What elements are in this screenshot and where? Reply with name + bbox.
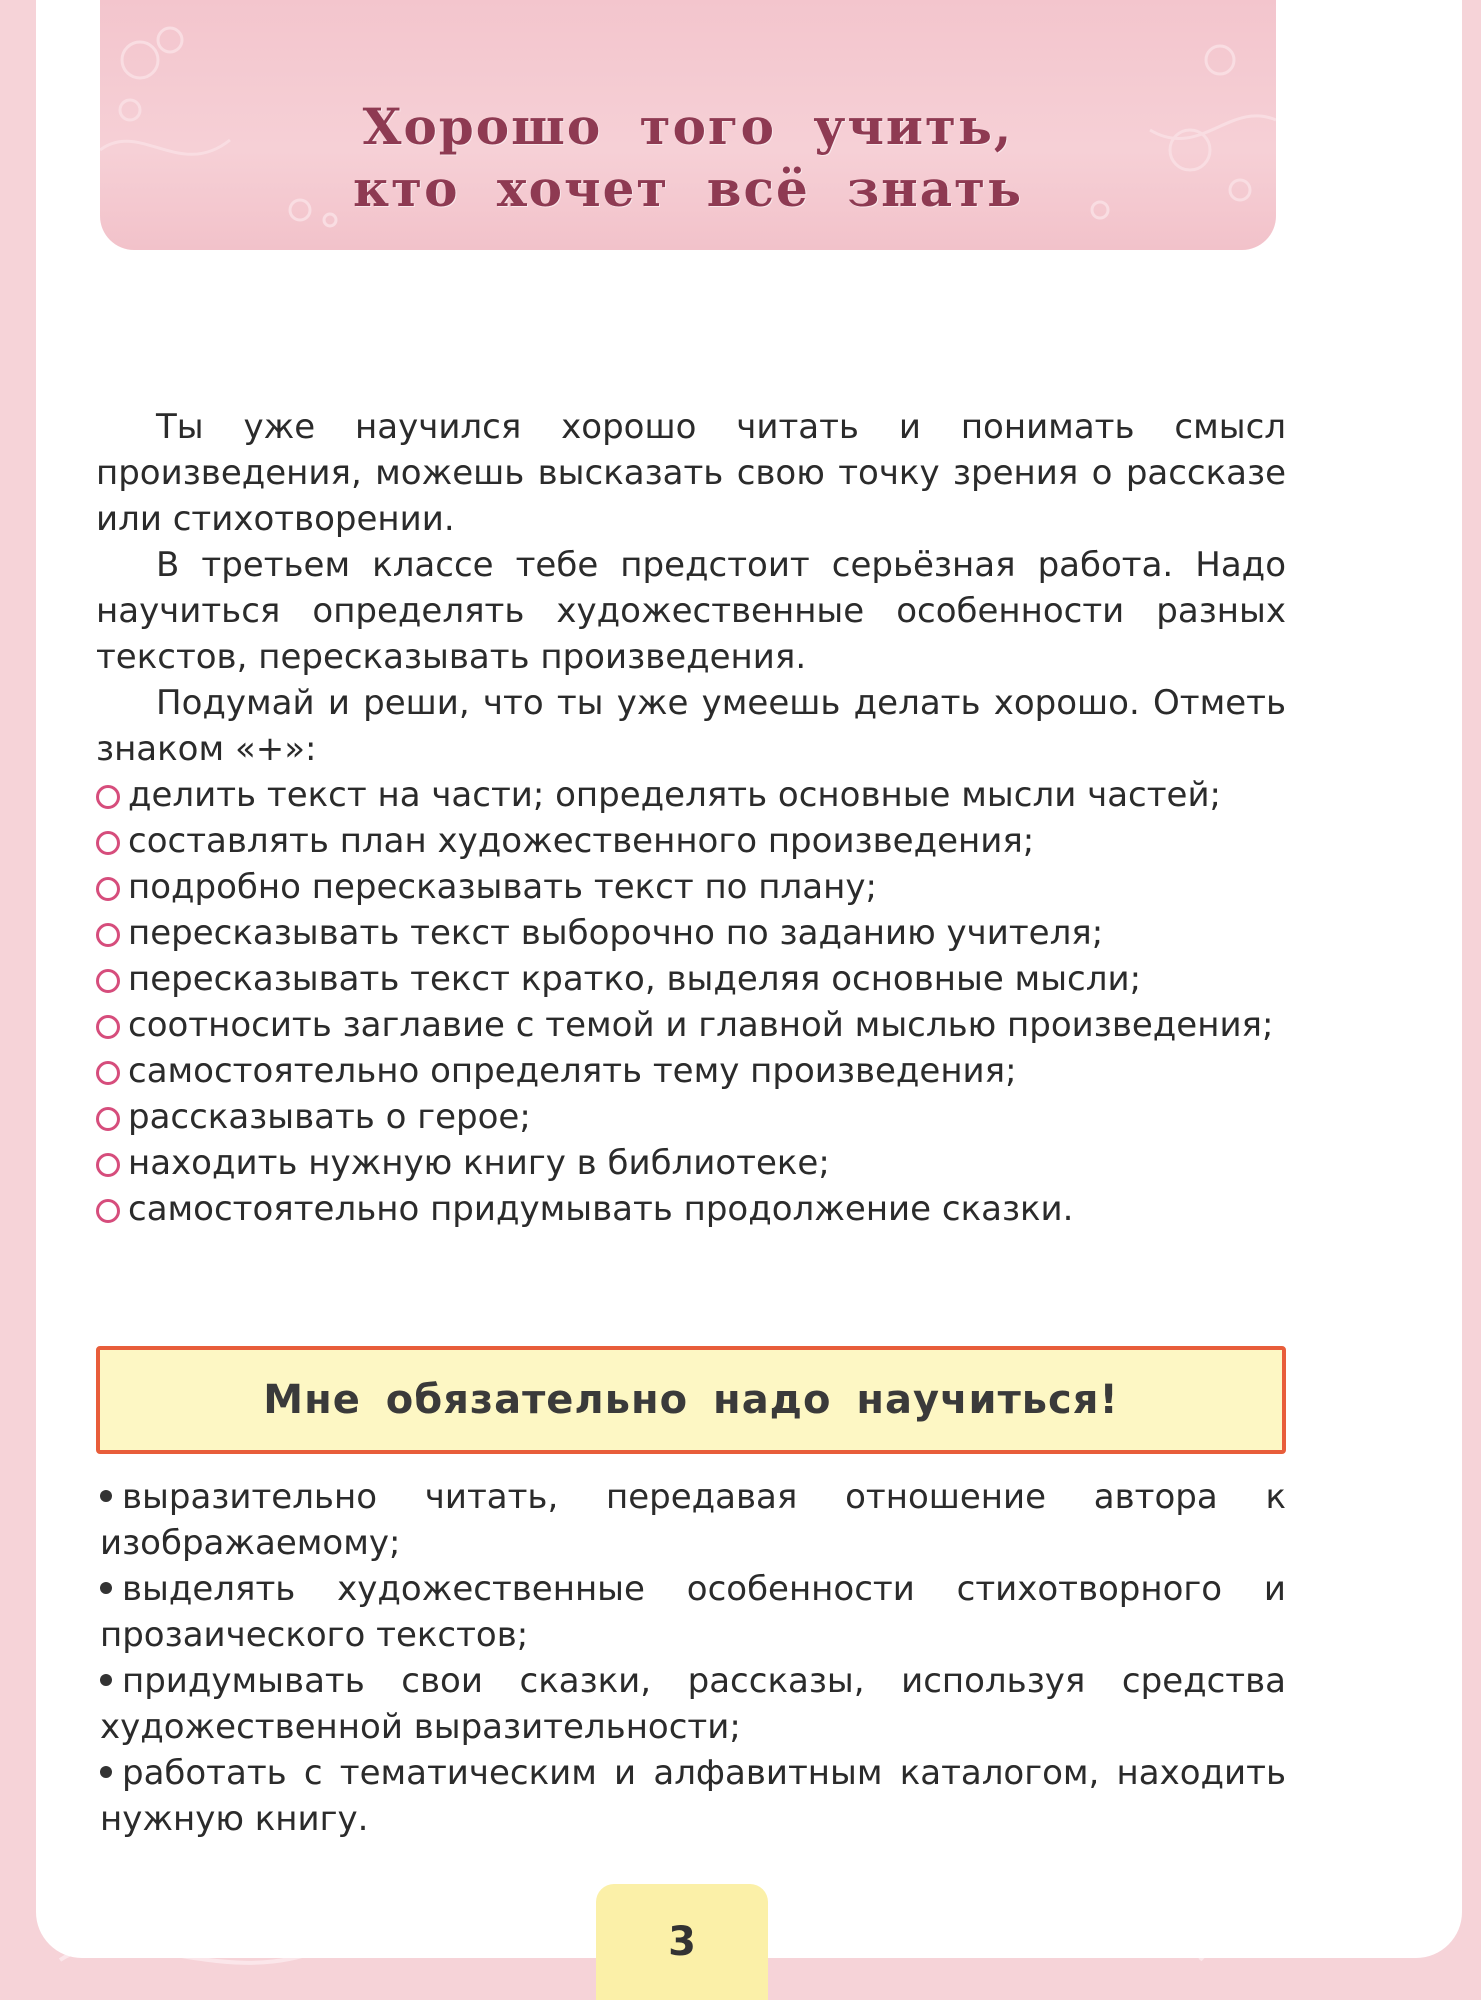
- skill-item: [96, 956, 1286, 1002]
- skill-label: самостоятельно определять тему произведения;: [128, 1051, 1017, 1091]
- page-title-line-1: Хорошо того учить,: [362, 97, 1014, 156]
- bullet-icon: [100, 1766, 112, 1778]
- skill-label: находить нужную книгу в библиотеке;: [128, 1143, 830, 1183]
- skill-label: делить текст на части; определять основные мысли частей;: [128, 775, 1221, 815]
- goals-list: [100, 1474, 1286, 1842]
- skills-checklist: [96, 772, 1286, 1232]
- checkbox-circle-icon[interactable]: [96, 785, 120, 809]
- checkbox-circle-icon[interactable]: [96, 1199, 120, 1223]
- skill-label: составлять план художественного произведения;: [128, 821, 1035, 861]
- checkbox-circle-icon[interactable]: [96, 969, 120, 993]
- skill-label: рассказывать о герое;: [128, 1097, 531, 1137]
- skill-item: [96, 772, 1286, 818]
- page-number-tab: [596, 1884, 768, 2000]
- skill-item: [96, 910, 1286, 956]
- skill-item: [96, 1002, 1286, 1048]
- intro-paragraph-2: В третьем классе тебе предстоит серьёзная работа. Надо научиться определять художественные особенности разных текстов, пересказывать произведения.: [96, 545, 1286, 677]
- page-number: 3: [668, 1919, 696, 1965]
- checkbox-circle-icon[interactable]: [96, 1061, 120, 1085]
- checkbox-circle-icon[interactable]: [96, 831, 120, 855]
- skill-label: пересказывать текст выборочно по заданию учителя;: [128, 913, 1104, 953]
- checkbox-circle-icon[interactable]: [96, 1015, 120, 1039]
- intro-paragraph-1: Ты уже научился хорошо читать и понимать смысл произведения, можешь высказать свою точку зрения о рассказе или стихотворении.: [96, 407, 1286, 539]
- bullet-icon: [100, 1674, 112, 1686]
- goal-item: [100, 1474, 1286, 1566]
- title-banner: [100, 0, 1276, 250]
- skill-label: соотносить заглавие с темой и главной мыслью произведения;: [128, 1005, 1274, 1045]
- checkbox-circle-icon[interactable]: [96, 877, 120, 901]
- intro-paragraph-3: Подумай и реши, что ты уже умеешь делать хорошо. Отметь знаком «+»:: [96, 683, 1286, 769]
- bullet-icon: [100, 1490, 112, 1502]
- goal-label: выделять художественные особенности стихотворного и прозаического текстов;: [100, 1569, 1286, 1655]
- goals-heading: Мне обязательно надо научиться!: [263, 1377, 1119, 1423]
- goal-item: [100, 1566, 1286, 1658]
- intro-text: [96, 404, 1286, 1232]
- skill-item: [96, 1048, 1286, 1094]
- goal-label: работать с тематическим и алфавитным каталогом, находить нужную книгу.: [100, 1753, 1286, 1839]
- bullet-icon: [100, 1582, 112, 1594]
- skill-label: самостоятельно придумывать продолжение сказки.: [128, 1189, 1074, 1229]
- page-title: [100, 96, 1276, 220]
- goal-item: [100, 1750, 1286, 1842]
- skill-item: [96, 1186, 1286, 1232]
- skill-item: [96, 1140, 1286, 1186]
- goal-label: придумывать свои сказки, рассказы, используя средства художественной выразительности;: [100, 1661, 1286, 1747]
- goals-heading-box: [96, 1346, 1286, 1454]
- checkbox-circle-icon[interactable]: [96, 1107, 120, 1131]
- page-title-line-2: кто хочет всё знать: [352, 159, 1024, 218]
- checkbox-circle-icon[interactable]: [96, 923, 120, 947]
- skill-item: [96, 864, 1286, 910]
- skill-item: [96, 818, 1286, 864]
- skill-item: [96, 1094, 1286, 1140]
- goal-item: [100, 1658, 1286, 1750]
- skill-label: подробно пересказывать текст по плану;: [128, 867, 877, 907]
- checkbox-circle-icon[interactable]: [96, 1153, 120, 1177]
- goal-label: выразительно читать, передавая отношение автора к изображаемому;: [100, 1477, 1286, 1563]
- skill-label: пересказывать текст кратко, выделяя основные мысли;: [128, 959, 1142, 999]
